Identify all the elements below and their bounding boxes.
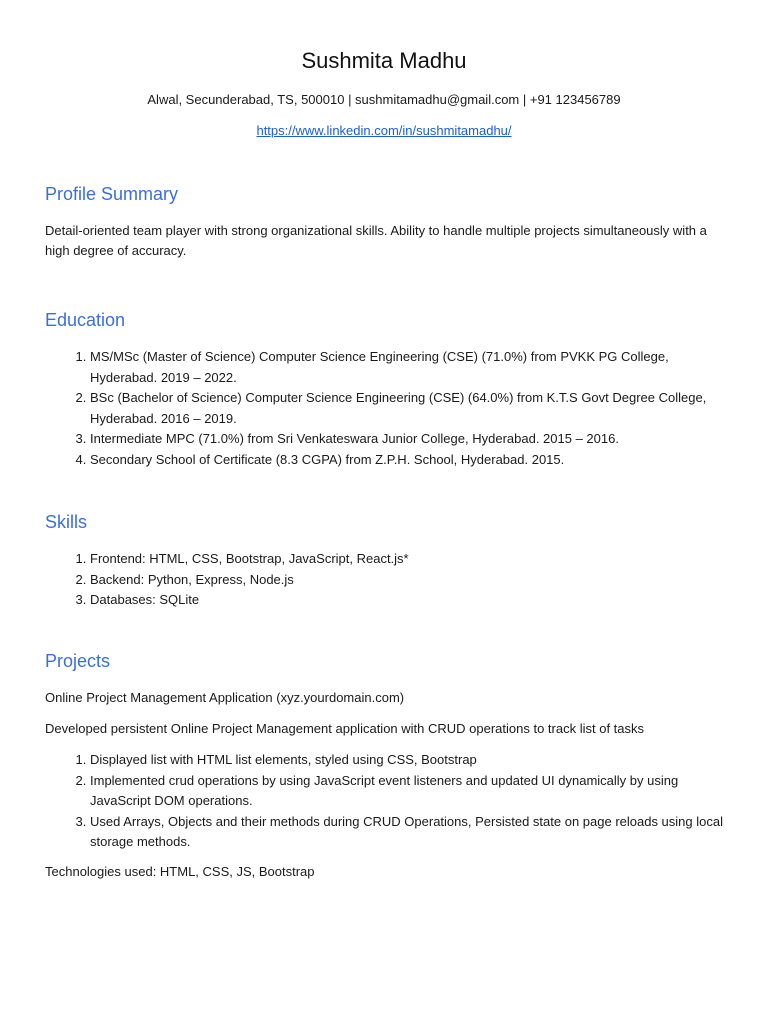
education-item: 1. MS/MSc (Master of Science) Computer Science Engineering (CSE) (71.0%) from PVKK PG College, Hyderabad. 2019 – 2022. <box>90 347 735 388</box>
project-detail-item: 3. Used Arrays, Objects and their methods during CRUD Operations, Persisted state on page reloads using local storage methods. <box>90 812 735 853</box>
skills-item: 1. Frontend: HTML, CSS, Bootstrap, JavaScript, React.js* <box>90 549 735 570</box>
project-detail-item: 2. Implemented crud operations by using JavaScript event listeners and updated UI dynamically by using JavaScript DOM operations. <box>90 771 735 812</box>
project-technologies: Technologies used: HTML, CSS, JS, Bootstrap <box>45 864 315 879</box>
skills-list <box>45 549 735 611</box>
skills-item: 3. Databases: SQLite <box>90 590 735 611</box>
skills-item: 2. Backend: Python, Express, Node.js <box>90 570 735 591</box>
project-details-list <box>45 750 735 853</box>
profile-summary-heading: Profile Summary <box>45 184 179 204</box>
education-list <box>45 347 735 470</box>
education-item: 3. Intermediate MPC (71.0%) from Sri Venkateswara Junior College, Hyderabad. 2015 – 2016. <box>90 429 735 450</box>
candidate-name: Sushmita Madhu <box>301 48 467 73</box>
profile-summary-text: Detail-oriented team player with strong organizational skills. Ability to handle multiple projects simultaneously with a high degree of accuracy. <box>45 223 707 258</box>
education-item: 2. BSc (Bachelor of Science) Computer Science Engineering (CSE) (64.0%) from K.T.S Govt Degree College, Hyderabad. 2016 – 2019. <box>90 388 735 429</box>
education-item: 4. Secondary School of Certificate (8.3 CGPA) from Z.P.H. School, Hyderabad. 2015. <box>90 450 735 471</box>
project-detail-item: 1. Displayed list with HTML list elements, styled using CSS, Bootstrap <box>90 750 735 771</box>
linkedin-link[interactable]: https://www.linkedin.com/in/sushmitamadhu/ <box>256 123 512 138</box>
projects-heading: Projects <box>45 651 111 671</box>
linkedin-line <box>0 123 768 138</box>
education-heading: Education <box>45 310 126 330</box>
project-description: Developed persistent Online Project Management application with CRUD operations to track list of tasks <box>45 721 645 736</box>
skills-heading: Skills <box>45 512 88 532</box>
project-title: Online Project Management Application (xyz.yourdomain.com) <box>45 690 405 705</box>
contact-line: Alwal, Secunderabad, TS, 500010 | sushmitamadhu@gmail.com | +91 123456789 <box>147 92 621 107</box>
